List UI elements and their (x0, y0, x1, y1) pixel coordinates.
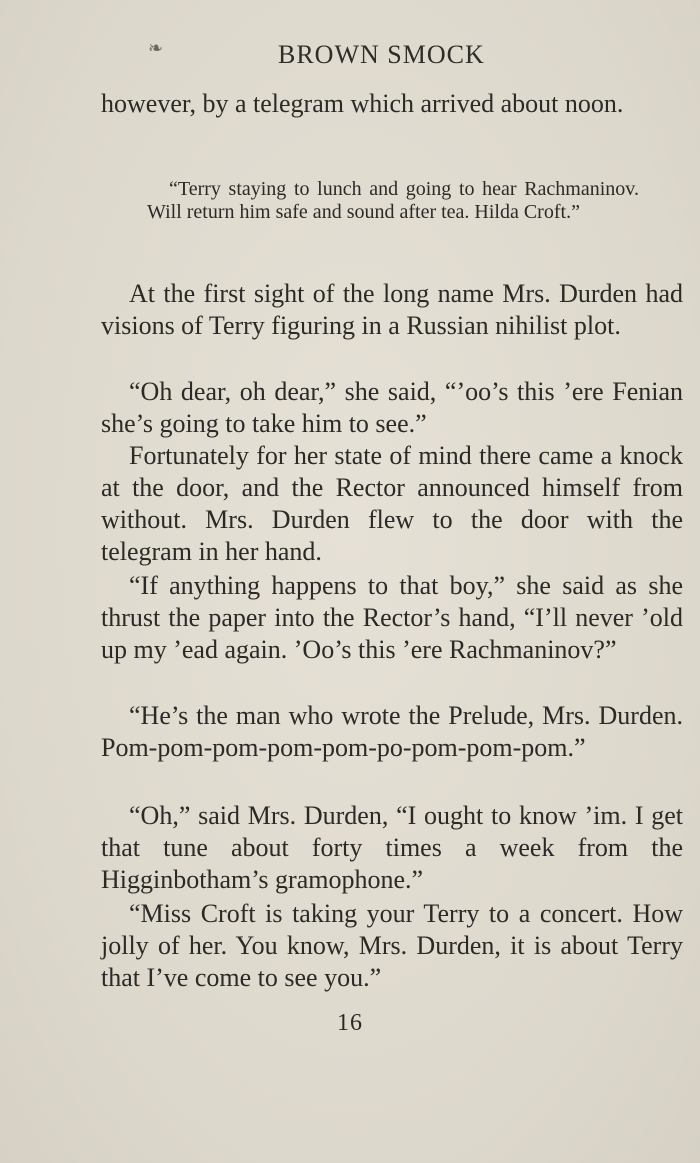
paragraph-nihilist-plot: At the first sight of the long name Mrs. Durden had visions of Terry figuring in a Russian nihilist plot. (101, 279, 683, 340)
paragraph-if-anything-happens: “If anything happens to that boy,” she said as she thrust the paper into the Rector’s hand, “I’ll never ’old up my ’ead again. ’Oo’s this ’ere Rachmaninov?” (101, 571, 683, 664)
paragraph-continuation: however, by a telegram which arrived about noon. (101, 89, 624, 118)
paragraph-prelude: “He’s the man who wrote the Prelude, Mrs. Durden. Pom-pom-pom-pom-pom-po-pom-pom-pom.” (101, 701, 683, 762)
page-number: 16 (337, 1010, 363, 1036)
leaf-ornament-icon: ❧ (148, 38, 164, 58)
paragraph-rector-arrives: Fortunately for her state of mind there came a knock at the door, and the Rector announced himself from without. Mrs. Durden flew to the door with the telegram in her hand. (101, 441, 683, 566)
running-head-title: BROWN SMOCK (278, 40, 485, 69)
paragraph-gramophone: “Oh,” said Mrs. Durden, “I ought to know ’im. I get that tune about forty times a week from the Higginbotham’s gramophone.” (101, 801, 683, 894)
paragraph-oh-dear: “Oh dear, oh dear,” she said, “’oo’s this ’ere Fenian she’s going to take him to see.” (101, 377, 683, 438)
telegram-quote: “Terry staying to lunch and going to hear Rachmaninov. Will return him safe and sound after tea. Hilda Croft.” (147, 178, 639, 223)
paragraph-concert: “Miss Croft is taking your Terry to a concert. How jolly of her. You know, Mrs. Durden, it is about Terry that I’ve come to see you.” (101, 899, 683, 992)
